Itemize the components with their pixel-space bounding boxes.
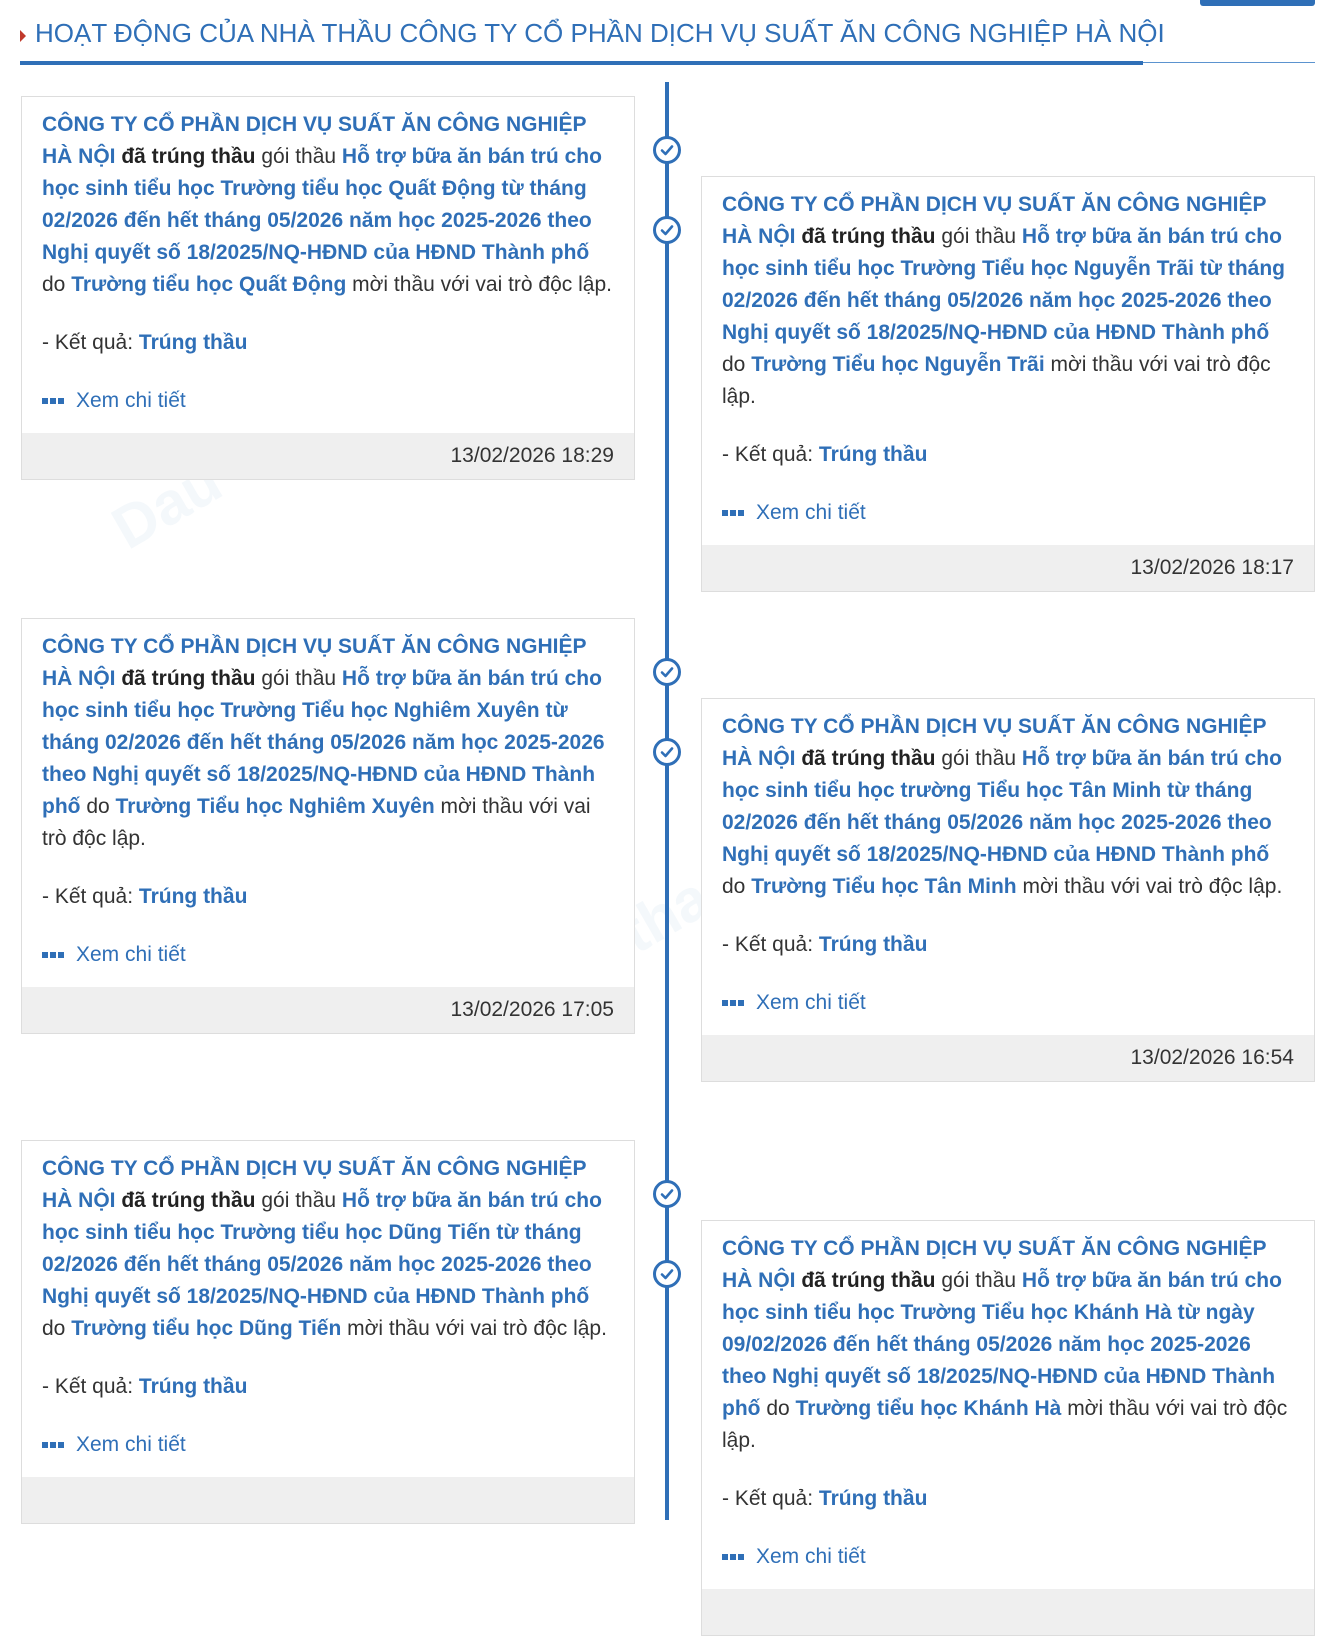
check-circle-icon	[653, 658, 681, 686]
activity-card	[701, 698, 1315, 1082]
invite-suffix: mời thầu với vai trò độc lập.	[42, 795, 591, 850]
view-details-link[interactable]	[42, 939, 614, 971]
result-line	[42, 881, 614, 913]
won-phrase: đã trúng thầu	[801, 747, 936, 770]
result-line	[722, 439, 1294, 471]
result-label: - Kết quả:	[722, 933, 814, 956]
invite-suffix: mời thầu với vai trò độc lập.	[1022, 875, 1283, 898]
activity-description	[722, 189, 1294, 413]
contractor-link[interactable]: CÔNG TY CỔ PHẦN DỊCH VỤ SUẤT ĂN CÔNG NGHIỆP HÀ NỘI	[42, 1157, 587, 1212]
card-timestamp	[702, 1589, 1314, 1635]
view-details-link[interactable]	[722, 987, 1294, 1019]
by-word: do	[722, 875, 746, 898]
activity-card	[21, 96, 635, 480]
view-details-label: Xem chi tiết	[756, 1545, 866, 1568]
result-value: Trúng thầu	[138, 331, 248, 354]
result-label: - Kết quả:	[42, 331, 134, 354]
by-word: do	[42, 1317, 66, 1340]
view-details-label: Xem chi tiết	[756, 991, 866, 1014]
activity-description	[42, 631, 614, 855]
view-details-link[interactable]	[42, 1429, 614, 1461]
result-value: Trúng thầu	[818, 443, 928, 466]
package-link[interactable]: Hỗ trợ bữa ăn bán trú cho học sinh tiểu học Trường tiểu học Quất Động từ tháng 02/2026 đến hết tháng 05/2026 năm học 2025-2026 theo Nghị quyết số 18/2025/NQ-HĐND của HĐND Thành phố	[42, 145, 602, 264]
watermark: Dau	[100, 447, 233, 562]
result-line	[722, 929, 1294, 961]
inviter-link[interactable]: Trường tiểu học Dũng Tiến	[71, 1317, 342, 1340]
timeline-line	[665, 82, 669, 1520]
ellipsis-icon	[722, 510, 744, 516]
section-title: HOẠT ĐỘNG CỦA NHÀ THẦU CÔNG TY CỔ PHẦN DỊCH VỤ SUẤT ĂN CÔNG NGHIỆP HÀ NỘI	[35, 18, 1165, 48]
card-timestamp: 13/02/2026 17:05	[22, 987, 634, 1033]
invite-suffix: mời thầu với vai trò độc lập.	[722, 1397, 1288, 1452]
activity-card	[21, 618, 635, 1034]
package-word: gói thầu	[941, 225, 1017, 248]
ellipsis-icon	[722, 1000, 744, 1006]
view-details-link[interactable]	[722, 497, 1294, 529]
check-circle-icon	[653, 738, 681, 766]
activity-card	[701, 1220, 1315, 1636]
check-circle-icon	[653, 216, 681, 244]
card-timestamp: 13/02/2026 16:54	[702, 1035, 1314, 1081]
by-word: do	[722, 353, 746, 376]
result-label: - Kết quả:	[722, 1487, 814, 1510]
activity-description	[42, 109, 614, 301]
card-timestamp	[22, 1477, 634, 1523]
triangle-bullet-icon	[20, 30, 26, 42]
won-phrase: đã trúng thầu	[121, 667, 256, 690]
package-link[interactable]: Hỗ trợ bữa ăn bán trú cho học sinh tiểu học Trường Tiểu học Nghiêm Xuyên từ tháng 02/2026 đến hết tháng 05/2026 năm học 2025-2026 theo Nghị quyết số 18/2025/NQ-HĐND của HĐND Thành phố	[42, 667, 605, 818]
activity-description	[722, 1233, 1294, 1457]
ellipsis-icon	[42, 1442, 64, 1448]
result-label: - Kết quả:	[42, 1375, 134, 1398]
section-header	[20, 10, 1315, 63]
activity-description	[42, 1153, 614, 1345]
inviter-link[interactable]: Trường tiểu học Khánh Hà	[795, 1397, 1062, 1420]
activity-card	[701, 176, 1315, 592]
check-circle-icon	[653, 1180, 681, 1208]
package-word: gói thầu	[261, 1189, 337, 1212]
by-word: do	[766, 1397, 790, 1420]
ellipsis-icon	[42, 398, 64, 404]
result-value: Trúng thầu	[138, 885, 248, 908]
package-link[interactable]: Hỗ trợ bữa ăn bán trú cho học sinh tiểu học Trường Tiểu học Khánh Hà từ ngày 09/02/2026 đến hết tháng 05/2026 năm học 2025-2026 theo Nghị quyết số 18/2025/NQ-HĐND của HĐND Thành phố	[722, 1269, 1282, 1420]
inviter-link[interactable]: Trường tiểu học Quất Động	[71, 273, 347, 296]
card-timestamp: 13/02/2026 18:17	[702, 545, 1314, 591]
package-link[interactable]: Hỗ trợ bữa ăn bán trú cho học sinh tiểu học trường Tiểu học Tân Minh từ tháng 02/2026 đến hết tháng 05/2026 năm học 2025-2026 theo Nghị quyết số 18/2025/NQ-HĐND của HĐND Thành phố	[722, 747, 1282, 866]
inviter-link[interactable]: Trường Tiểu học Nguyễn Trãi	[751, 353, 1045, 376]
watermark: tha	[609, 862, 721, 967]
inviter-link[interactable]: Trường Tiểu học Nghiêm Xuyên	[115, 795, 435, 818]
result-label: - Kết quả:	[42, 885, 134, 908]
view-details-link[interactable]	[42, 385, 614, 417]
package-link[interactable]: Hỗ trợ bữa ăn bán trú cho học sinh tiểu học Trường tiểu học Dũng Tiến từ tháng 02/2026 đến hết tháng 05/2026 năm học 2025-2026 theo Nghị quyết số 18/2025/NQ-HĐND của HĐND Thành phố	[42, 1189, 602, 1308]
contractor-link[interactable]: CÔNG TY CỔ PHẦN DỊCH VỤ SUẤT ĂN CÔNG NGHIỆP HÀ NỘI	[722, 193, 1267, 248]
won-phrase: đã trúng thầu	[801, 1269, 936, 1292]
won-phrase: đã trúng thầu	[121, 1189, 256, 1212]
won-phrase: đã trúng thầu	[801, 225, 936, 248]
ellipsis-icon	[42, 952, 64, 958]
check-circle-icon	[653, 1260, 681, 1288]
won-phrase: đã trúng thầu	[121, 145, 256, 168]
activity-description	[722, 711, 1294, 903]
package-link[interactable]: Hỗ trợ bữa ăn bán trú cho học sinh tiểu học Trường Tiểu học Nguyễn Trãi từ tháng 02/2026 đến hết tháng 05/2026 năm học 2025-2026 theo Nghị quyết số 18/2025/NQ-HĐND của HĐND Thành phố	[722, 225, 1285, 344]
view-details-label: Xem chi tiết	[76, 389, 186, 412]
package-word: gói thầu	[261, 145, 337, 168]
package-word: gói thầu	[941, 747, 1017, 770]
result-label: - Kết quả:	[722, 443, 814, 466]
by-word: do	[86, 795, 110, 818]
view-details-label: Xem chi tiết	[756, 501, 866, 524]
contractor-link[interactable]: CÔNG TY CỔ PHẦN DỊCH VỤ SUẤT ĂN CÔNG NGHIỆP HÀ NỘI	[722, 715, 1267, 770]
title-underline	[20, 61, 1143, 65]
invite-suffix: mời thầu với vai trò độc lập.	[347, 1317, 607, 1340]
result-line	[722, 1483, 1294, 1515]
activity-card	[21, 1140, 635, 1524]
result-value: Trúng thầu	[818, 1487, 928, 1510]
result-value: Trúng thầu	[138, 1375, 248, 1398]
ellipsis-icon	[722, 1554, 744, 1560]
by-word: do	[42, 273, 66, 296]
card-timestamp: 13/02/2026 18:29	[22, 433, 634, 479]
view-details-label: Xem chi tiết	[76, 1433, 186, 1456]
result-line	[42, 327, 614, 359]
invite-suffix: mời thầu với vai trò độc lập.	[352, 273, 612, 296]
contractor-link[interactable]: CÔNG TY CỔ PHẦN DỊCH VỤ SUẤT ĂN CÔNG NGHIỆP HÀ NỘI	[42, 635, 587, 690]
top-tab[interactable]	[1200, 0, 1315, 6]
invite-suffix: mời thầu với vai trò độc lập.	[722, 353, 1271, 408]
package-word: gói thầu	[941, 1269, 1017, 1292]
check-circle-icon	[653, 136, 681, 164]
view-details-link[interactable]	[722, 1541, 1294, 1573]
result-value: Trúng thầu	[818, 933, 928, 956]
view-details-label: Xem chi tiết	[76, 943, 186, 966]
contractor-link[interactable]: CÔNG TY CỔ PHẦN DỊCH VỤ SUẤT ĂN CÔNG NGHIỆP HÀ NỘI	[722, 1237, 1267, 1292]
inviter-link[interactable]: Trường Tiểu học Tân Minh	[751, 875, 1017, 898]
contractor-link[interactable]: CÔNG TY CỔ PHẦN DỊCH VỤ SUẤT ĂN CÔNG NGHIỆP HÀ NỘI	[42, 113, 587, 168]
package-word: gói thầu	[261, 667, 337, 690]
result-line	[42, 1371, 614, 1403]
